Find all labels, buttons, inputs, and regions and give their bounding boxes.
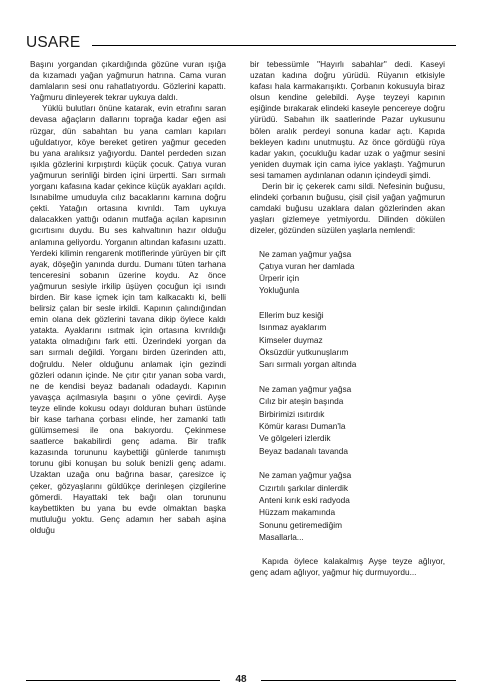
paragraph: bir tebessümle ''Hayırlı sabahlar'' dedi. Kaseyi uzatan kadına doğru yürüdü. Rüyanın etkisiyle kafası hala karmakarışıktı. Çorbanın kokusuyla biraz olsun kendine gelebildi. Ayşe teyzeyi kapının eşiğinde bırakarak elindeki kaseyle pencereye doğru yürüdü. Sabahın ilk saatlerinde Pazar uykusunu bölen aralık perdeyi sonuna kadar açtı. Kapıda bekleyen kadını unutmuştu. Az önce gördüğü rüya kadar yakın, çocukluğu kadar uzak o yağmur sesini yeniden duymak için cama iyice yaklaştı. Yağmurun sesi tamamen aydınlanan odanın içindeydi şimdi. (250, 59, 445, 180)
poem-line: Kömür karası Duman'la (259, 421, 346, 432)
poem-line: Cılız bir ateşin başında (259, 396, 344, 407)
page-number: 48 (235, 674, 247, 685)
poem-line: Birbirimizi ısıtırdık (259, 408, 325, 419)
right-column (250, 59, 445, 578)
poem-line: Ellerim buz kesiği (259, 310, 324, 321)
page-header (26, 33, 456, 53)
poem-line: Anteni kırık eski radyoda (259, 495, 350, 506)
poem-line: Ne zaman yağmur yağsa (259, 470, 352, 481)
magazine-brand: USARE (26, 34, 81, 51)
poem-line: Yokluğunla (259, 285, 300, 296)
poem-line: Masallarla... (259, 531, 304, 542)
poem (259, 248, 445, 544)
poem-line: Sonunu getiremediğim (259, 519, 343, 530)
poem-line: Çatıya vuran her damlada (259, 260, 355, 271)
poem-line: Ne zaman yağmur yağsa (259, 384, 352, 395)
poem-line: Öksüzdür yutkunuşlarım (259, 347, 349, 358)
poem-line: Hüzzam makamında (259, 507, 336, 518)
poem-line: Cızırtılı şarkılar dinlerdik (259, 482, 348, 493)
footer-rule-right (261, 680, 456, 681)
poem-line: Ve gölgeleri izlerdik (259, 433, 331, 444)
poem-line: Beyaz badanalı tavanda (259, 445, 349, 456)
poem-line: Ne zaman yağmur yağsa (259, 248, 352, 259)
page-footer (26, 673, 456, 687)
poem-line: Kimseler duymaz (259, 334, 323, 345)
header-rule (92, 45, 456, 46)
poem-line: Sarı sırmalı yorgan altında (259, 359, 357, 370)
poem-line: Isınmaz ayaklarım (259, 322, 327, 333)
footer-rule-left (26, 680, 220, 681)
paragraph: Başını yorgandan çıkardığında gözüne vuran ışığa da kızamadı yağan yağmurun hatrına. Cama vuran damlaların sesi onu rahatlatıyordu. Gözlerini kapattı. Yağmuru dinleyerek tekrar uykuya daldı. (30, 59, 226, 103)
closing-paragraph: Kapıda öylece kalakalmış Ayşe teyze ağlıyor, genç adam ağlıyor, yağmur hiç durmuyordu... (250, 555, 445, 577)
poem-line: Ürperir için (259, 273, 300, 284)
paragraph: Yüklü bulutları önüne katarak, evin etrafını saran devasa ağaçların dallarını toprağa kadar eğen asi rüzgar, dün sabahtan bu yana camları kapıları uğuldatıyor, köye bereket getiren yağmur geceden bu yana aralıksız yağıyordu. Dantel perdeden sızan ışıkla gözlerini kırpıştırdı küçük çocuk. Çatıya vuran yağmurun serinliği birden içini ürpertti. Sarı sırmalı yorganı kafasına kadar çekince küçük ayakları açıldı. Isınabilme umuduyla cılız bacaklarını karnına doğru çekti. Yatağın ortasına kıvrıldı. Tam uykuya dalacakken yattığı odanın mutfağa açılan kapısının gıcırtısını duydu. Bu ses kahvaltının hazır olduğu anlamına geliyordu. Yorganın altından kafasını uzattı. Yerdeki kilimin rengarenk motiflerinde yürüyen bir çift ayak, döşeğin yanında durdu. Dumanı tüten tarhana tenceresini sobanın üzerine koydu. Az önce yağmurun sesiyle irkilip üşüyen çocuğun içi ısındı birden. Bir kase içmek için tam kalkacaktı ki, belli belirsiz çalan bir sesle irkildi. Kapının çalındığından emin olana dek gözlerini tavana dikip öylece kaldı yatakta. Ayaklarını ısıtmak için ortasına kıvrıldığı yatakta olmadığını fark etti. Üzerindeki yorgan da sarı sırmalı değildi. Yorganı birden üzerinden attı, doğruldu. Neler olduğunu anlamak için gezindi gözleri odanın içinde. Ne çıtır çıtır yanan soba vardı, ne de kendisi beyaz badanalı odadaydı. Kapının yavaşça açılmasıyla başını o yöne çevirdi. Ayşe teyze elinde kokusu odayı dolduran buharı üstünde bir kase tarhana çorbası elinde, her zamanki tatlı gülümsemesi ile ona bakıyordu. Çekinmese saatlerce bakabilirdi genç adama. Bir trafik kazasında torununu kaybettiği günlerde tanımıştı torunu gibi konuşan bu soluk benizli genç adamı. Uzaktan uzağa onu bağrına basar, çaresizce iç çeker, gözyaşlarını güldükçe derinleşen çizgilerine gömerdi. Hayattaki tek bağı olan torununu kaybettikten bu yana bu evde olmaktan başka mutluluğu yoktu. Genç adamın her sabah aşina olduğu (30, 103, 226, 535)
paragraph: Derin bir iç çekerek camı sildi. Nefesinin buğusu, elindeki çorbanın buğusu, çisil çisil yağan yağmurun camdaki buğusu uzaklara dalan gözlerinden akan yaşları gizlemeye yetmiyordu. Dilinden dökülen dizeler, gözünden süzülen yaşlarla nemlendi: (250, 181, 445, 236)
left-column (30, 59, 226, 536)
